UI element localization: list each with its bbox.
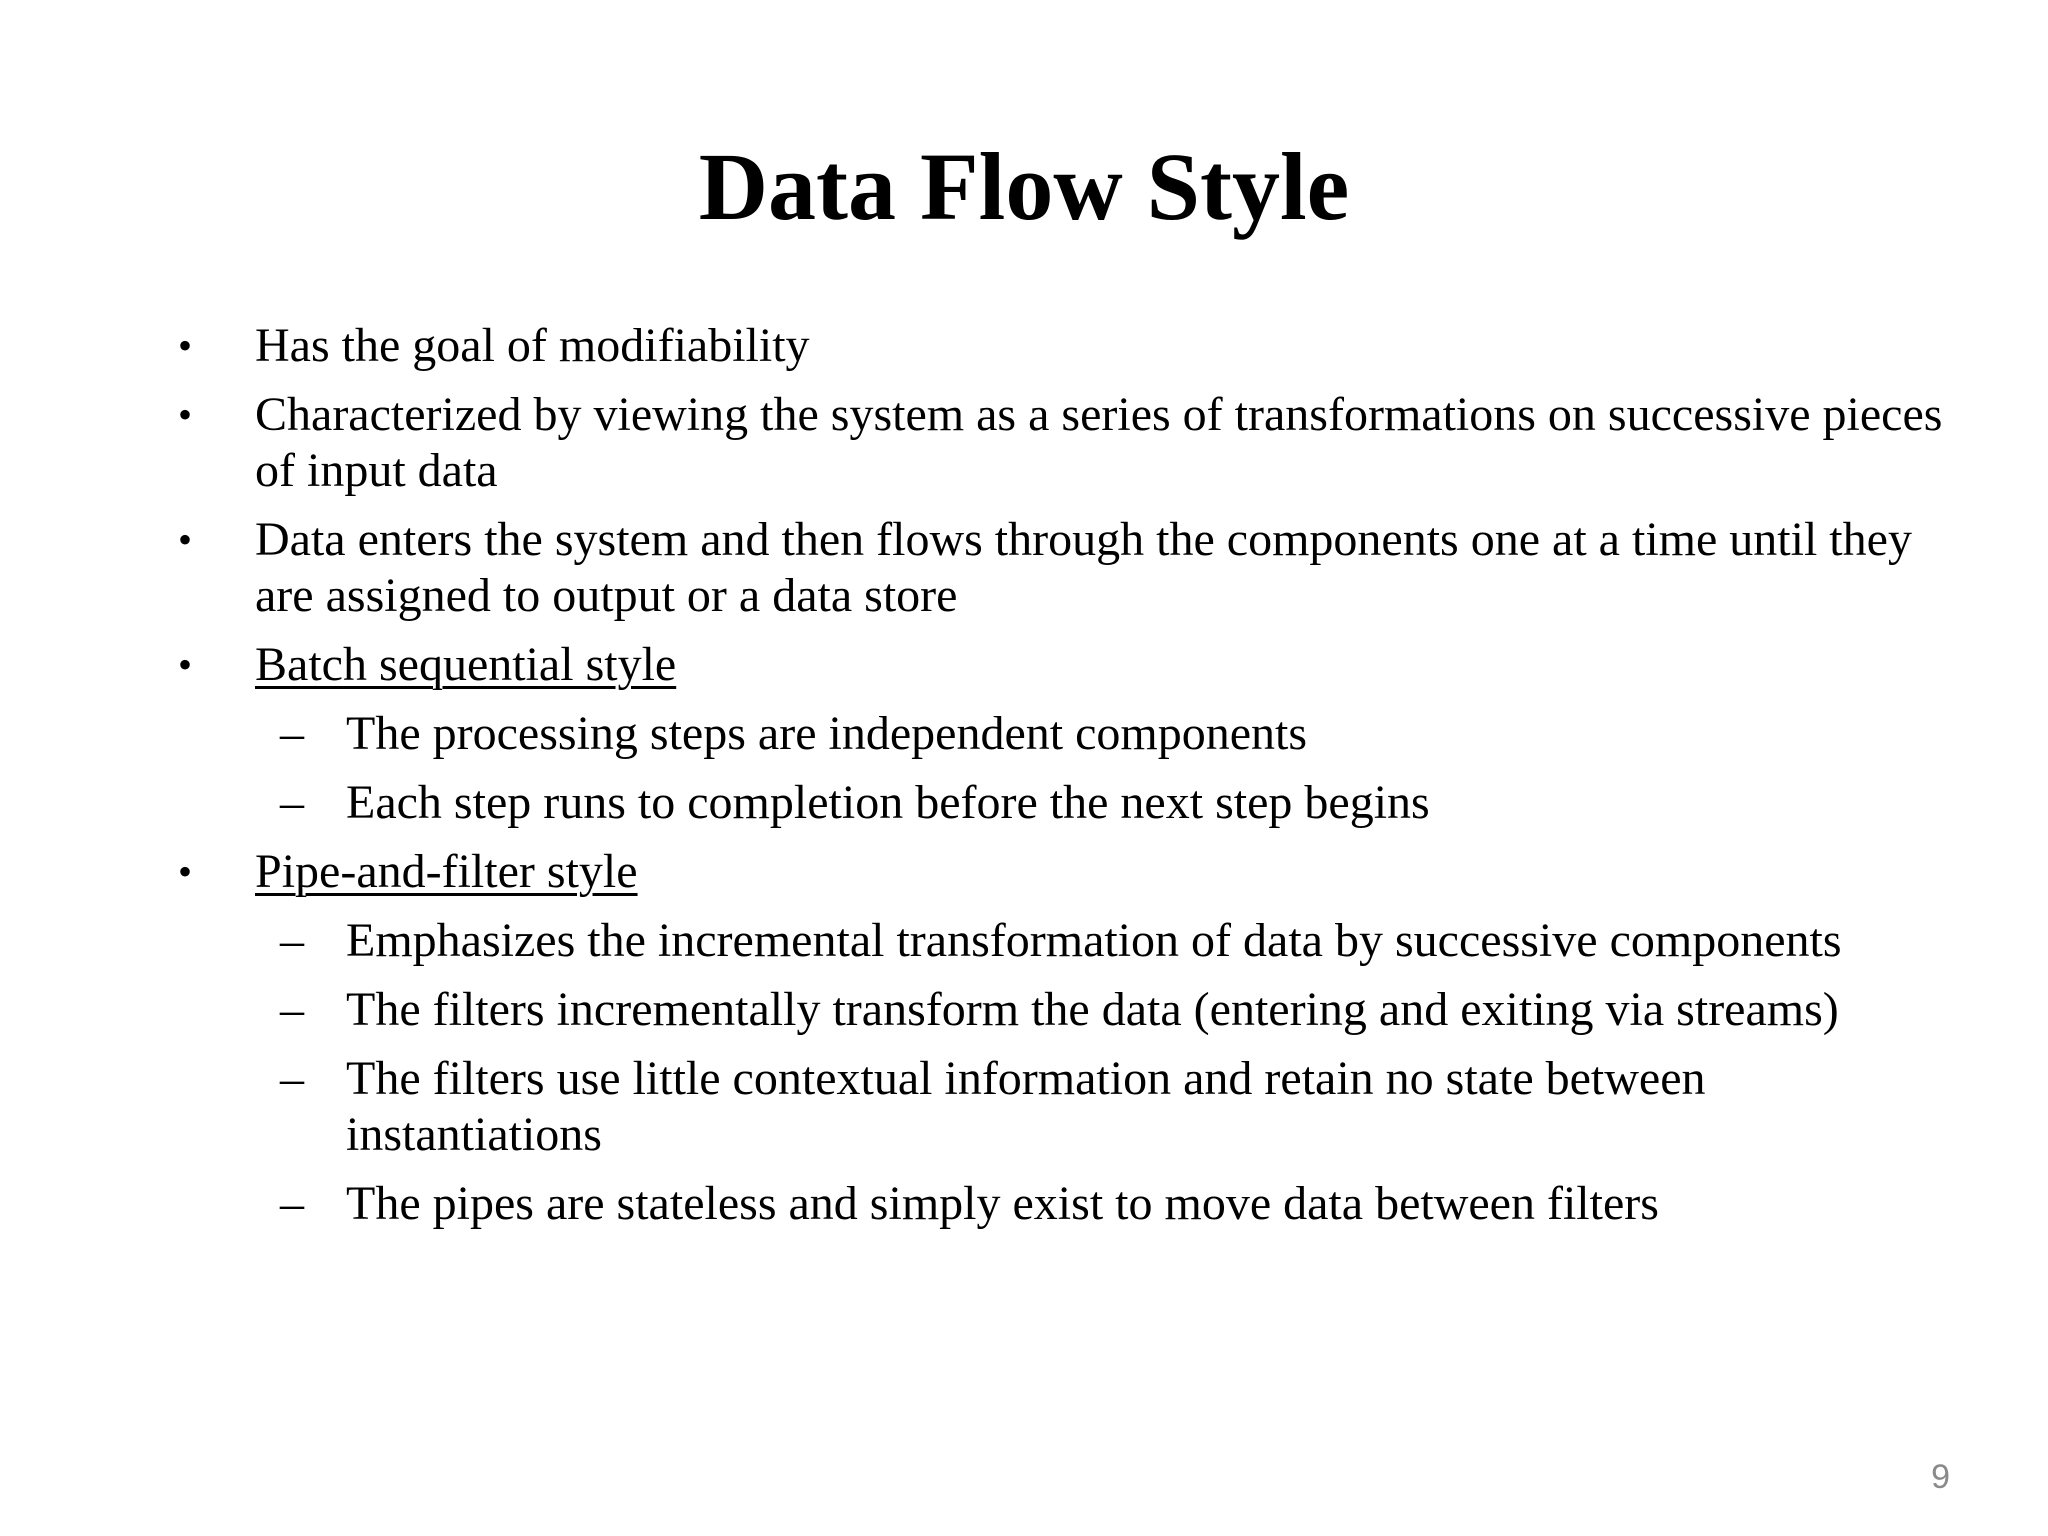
bullet-text: Characterized by viewing the system as a series of transformations on successive pieces of input data <box>255 388 1943 497</box>
page-number: 9 <box>1931 1458 1950 1496</box>
dash-icon: – <box>280 1177 304 1230</box>
sub-bullet-item <box>178 1176 1968 1232</box>
dash-icon: – <box>280 983 304 1036</box>
sub-bullet-text: The pipes are stateless and simply exist to move data between filters <box>346 1177 1659 1230</box>
bullet-item <box>178 637 1968 693</box>
bullet-icon: • <box>178 642 193 687</box>
dash-icon: – <box>280 1052 304 1105</box>
section-heading-pipe-and-filter: Pipe-and-filter style <box>255 845 638 898</box>
sub-bullet-item <box>178 1051 1968 1163</box>
dash-icon: – <box>280 776 304 829</box>
slide-title: Data Flow Style <box>698 133 1350 240</box>
bullet-icon: • <box>178 323 193 368</box>
dash-icon: – <box>280 914 304 967</box>
bullet-icon: • <box>178 849 193 894</box>
sub-bullet-text: Emphasizes the incremental transformation of data by successive components <box>346 914 1842 967</box>
sub-bullet-text: The filters use little contextual information and retain no state between instantiations <box>346 1052 1706 1161</box>
bullet-text: Has the goal of modifiability <box>255 319 810 372</box>
bullet-item <box>178 844 1968 900</box>
sub-bullet-item <box>178 775 1968 831</box>
bullet-item <box>178 387 1968 499</box>
dash-icon: – <box>280 707 304 760</box>
bullet-list <box>178 318 1968 1245</box>
section-heading-batch-sequential: Batch sequential style <box>255 638 677 691</box>
bullet-icon: • <box>178 517 193 562</box>
bullet-icon: • <box>178 392 193 437</box>
sub-bullet-text: Each step runs to completion before the next step begins <box>346 776 1430 829</box>
sub-bullet-item <box>178 706 1968 762</box>
bullet-item <box>178 512 1968 624</box>
sub-bullet-text: The filters incrementally transform the data (entering and exiting via streams) <box>346 983 1839 1036</box>
bullet-text: Data enters the system and then flows through the components one at a time until they are assigned to output or a data store <box>255 513 1912 622</box>
sub-bullet-item <box>178 913 1968 969</box>
bullet-item <box>178 318 1968 374</box>
sub-bullet-item <box>178 982 1968 1038</box>
sub-bullet-text: The processing steps are independent components <box>346 707 1308 760</box>
